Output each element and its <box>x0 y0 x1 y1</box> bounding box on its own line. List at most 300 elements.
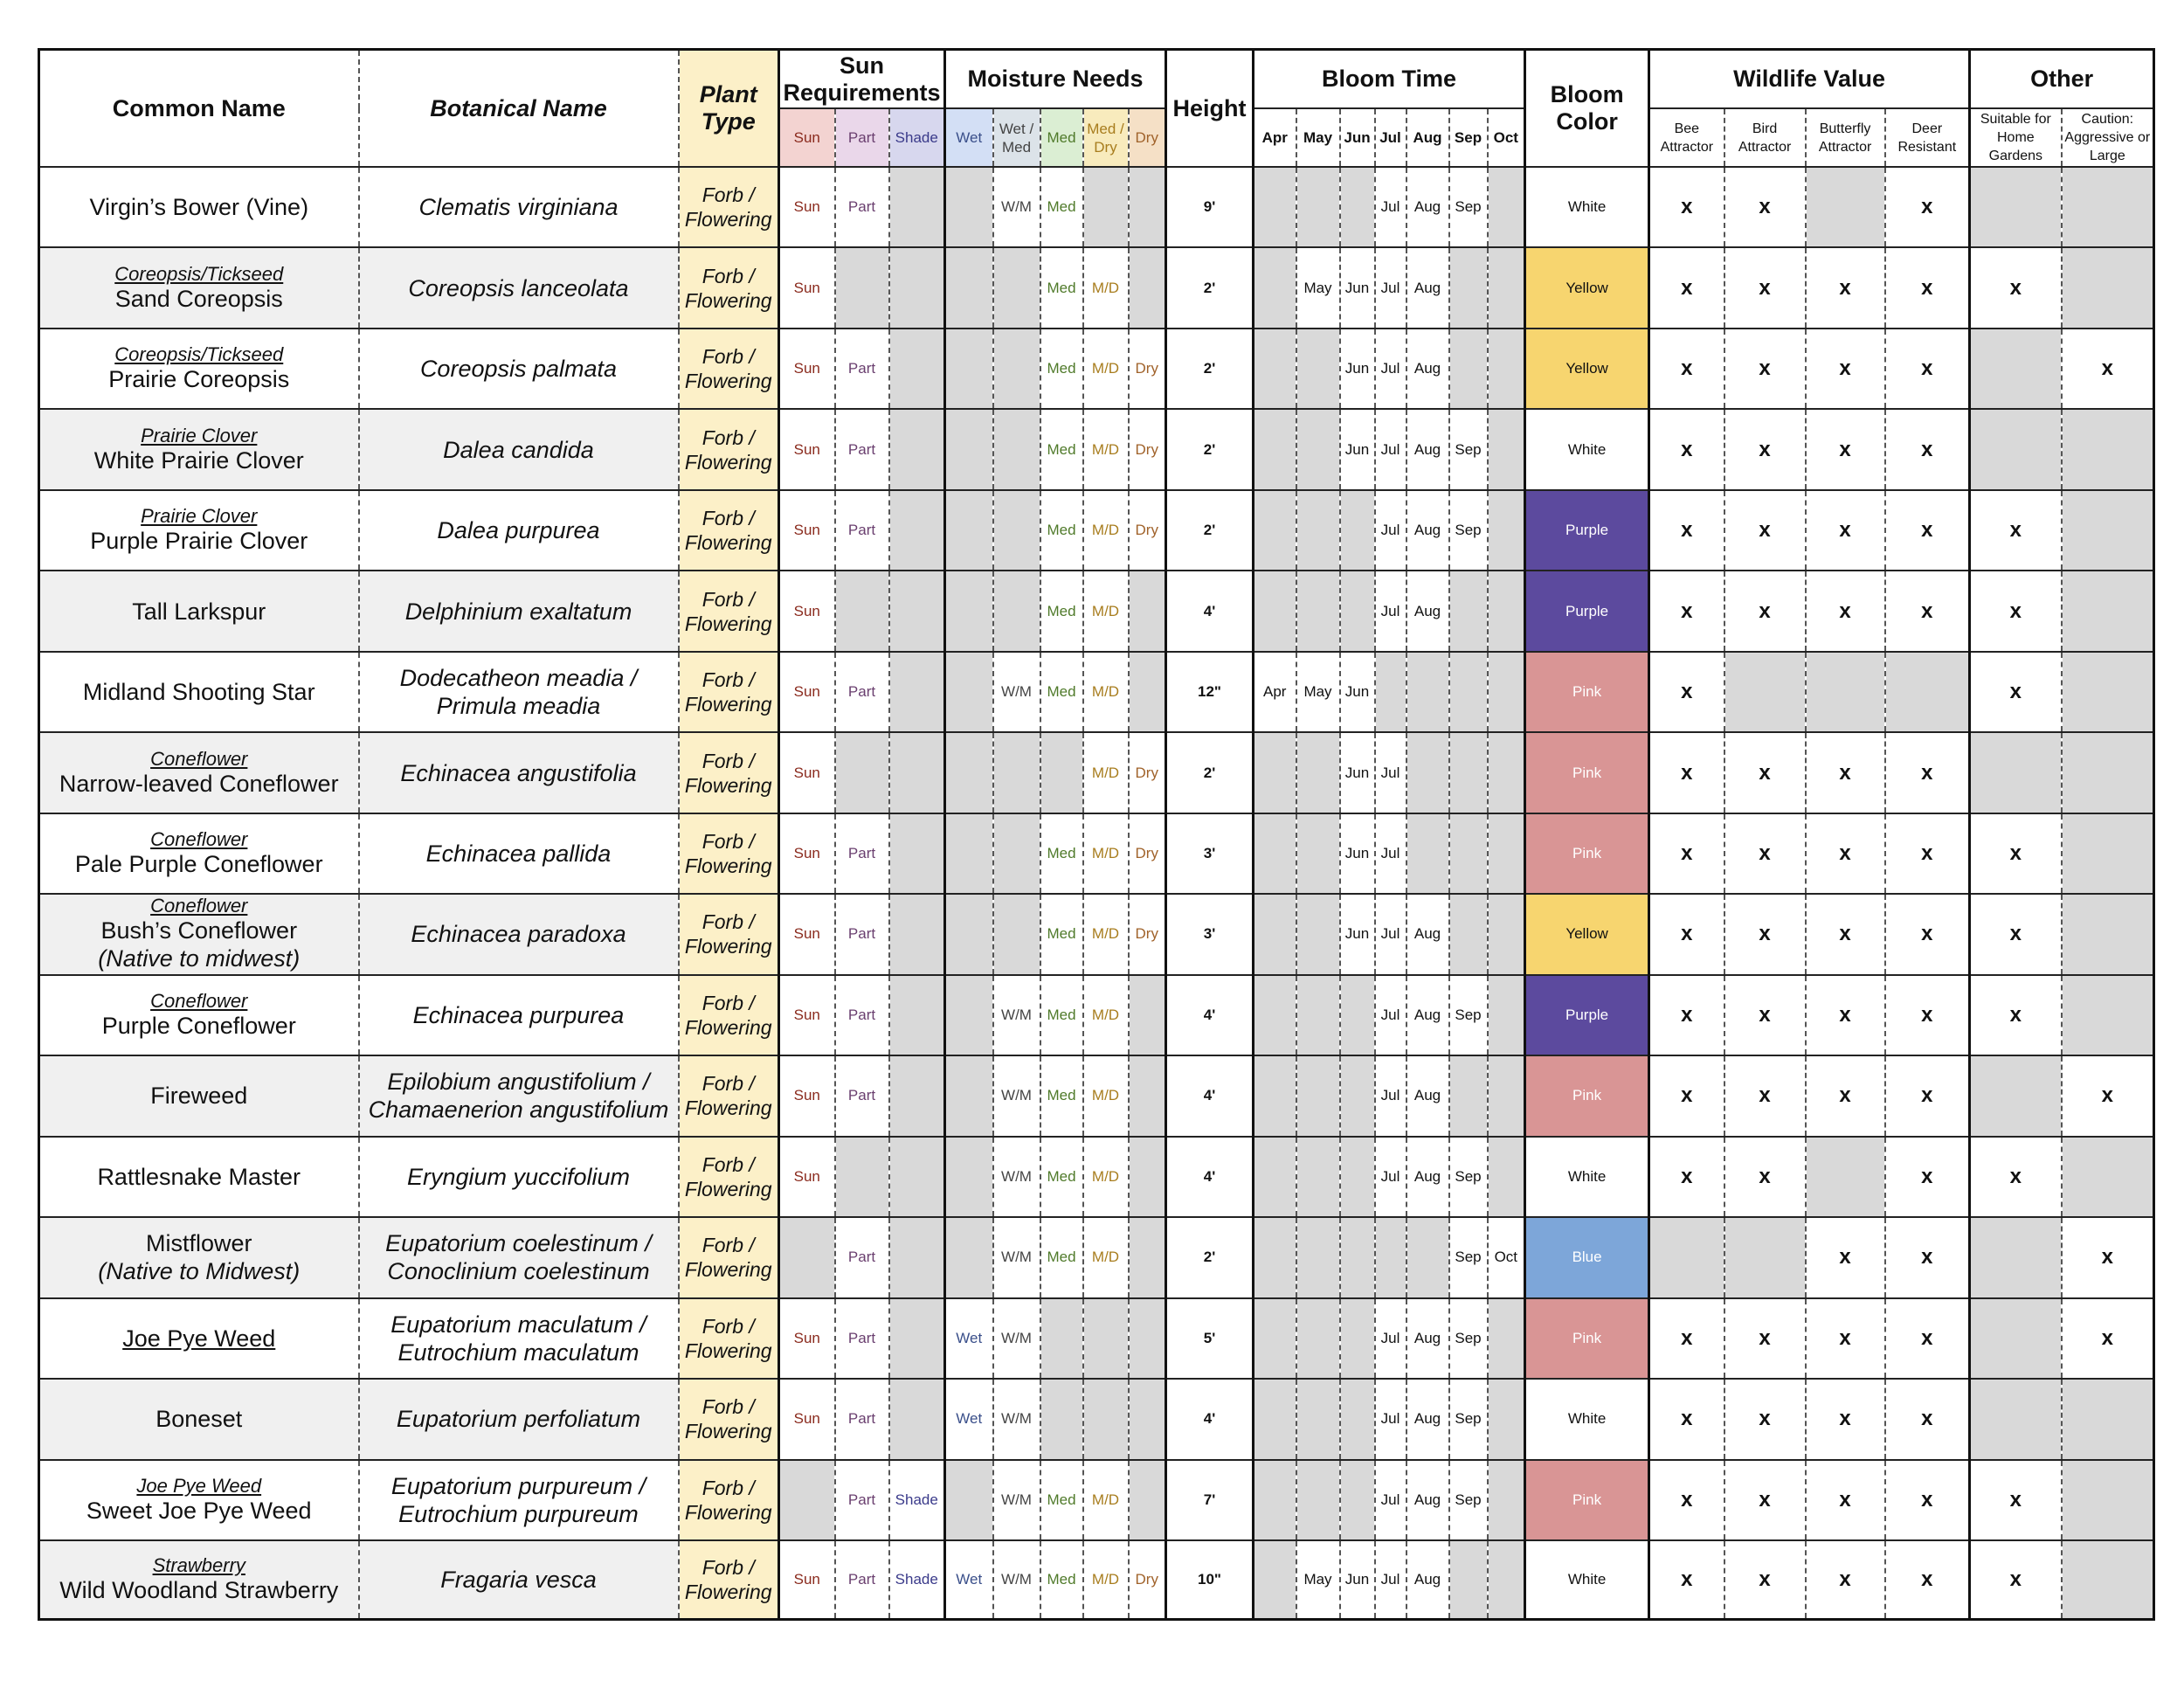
moisture-cell-2 <box>1040 975 1083 1055</box>
bloom-month-label: Jul <box>1380 1167 1400 1185</box>
other-home-gardens <box>1970 652 2062 732</box>
sun-cell-sun <box>779 409 835 489</box>
table-row <box>39 1540 2154 1620</box>
sun-value: Shade <box>895 1570 938 1588</box>
botanical-name: Echinacea pallida <box>425 840 612 867</box>
bloom-month-sep <box>1449 1217 1488 1297</box>
plant-type: Forb / Flowering <box>684 829 772 877</box>
common-name: Mistflower <box>145 1230 252 1257</box>
bloom-month-aug <box>1406 409 1449 489</box>
bloom-month-aug <box>1406 975 1449 1055</box>
sun-value: Sun <box>793 440 820 458</box>
check-mark: x <box>1759 1164 1771 1188</box>
bloom-month-label: Oct <box>1494 1249 1518 1266</box>
bloom-month-label: Jul <box>1380 764 1400 781</box>
bloom-month-may <box>1296 1460 1340 1540</box>
common-name: Bush’s Coneflower <box>100 917 298 944</box>
header-butterfly-attractor: Butterfly Attractor <box>1806 108 1885 167</box>
common-name: Tall Larkspur <box>132 598 266 625</box>
moisture-cell-2 <box>1040 1217 1083 1297</box>
moisture-cell-1 <box>993 1137 1040 1217</box>
wildlife-bird <box>1724 571 1806 651</box>
botanical-name-cell <box>359 813 679 894</box>
bloom-month-label: Jun <box>1344 279 1370 296</box>
table-row <box>39 894 2154 974</box>
bloom-month-label: May <box>1303 1570 1332 1588</box>
other-caution <box>2062 329 2154 409</box>
bloom-month-oct <box>1488 894 1525 974</box>
botanical-name: Delphinium exaltatum <box>404 598 632 625</box>
bloom-month-oct <box>1488 1540 1525 1620</box>
plant-type: Forb / Flowering <box>684 587 772 635</box>
common-name-cell <box>39 975 359 1055</box>
botanical-name: Eupatorium maculatum / Eutrochium maculatum <box>390 1311 646 1366</box>
moisture-cell-3 <box>1083 894 1129 974</box>
plant-type-cell <box>679 813 779 894</box>
other-caution <box>2062 1379 2154 1459</box>
plant-type-cell <box>679 571 779 651</box>
botanical-name-cell <box>359 247 679 328</box>
height-value: 4' <box>1203 1167 1216 1185</box>
bloom-month-label: Aug <box>1413 198 1441 216</box>
header-month-sep: Sep <box>1449 108 1488 167</box>
bloom-month-label: Jul <box>1380 1329 1400 1346</box>
check-mark: x <box>1921 195 1933 219</box>
moisture-value: M/D <box>1091 925 1120 943</box>
bloom-month-label: Sep <box>1455 1410 1482 1428</box>
plant-type: Forb / Flowering <box>684 264 772 312</box>
bloom-month-label: Jul <box>1380 1087 1400 1104</box>
moisture-cell-3 <box>1083 409 1129 489</box>
moisture-cell-1 <box>993 813 1040 894</box>
check-mark: x <box>2009 518 2022 543</box>
sun-cell-sun <box>779 167 835 247</box>
sun-cell-sun <box>779 813 835 894</box>
bloom-month-label: Apr <box>1263 683 1287 701</box>
moisture-cell-4 <box>1129 813 1166 894</box>
bloom-month-may <box>1296 571 1340 651</box>
sun-value: Part <box>847 1249 876 1266</box>
moisture-cell-0 <box>945 1540 993 1620</box>
bloom-month-jul <box>1375 329 1406 409</box>
moisture-cell-4 <box>1129 894 1166 974</box>
header-month-may: May <box>1296 108 1340 167</box>
moisture-cell-0 <box>945 329 993 409</box>
height-cell <box>1166 1137 1254 1217</box>
check-mark: x <box>1759 1325 1771 1350</box>
bloom-month-label: Jun <box>1344 440 1370 458</box>
sun-cell-part <box>835 1540 889 1620</box>
header-deer-resistant: Deer Resistant <box>1885 108 1970 167</box>
botanical-name-cell <box>359 329 679 409</box>
moisture-value: Dry <box>1135 522 1158 539</box>
height-value: 4' <box>1203 1087 1216 1104</box>
plant-type-cell <box>679 1055 779 1136</box>
height-value: 4' <box>1203 1006 1216 1023</box>
botanical-name-cell <box>359 975 679 1055</box>
sun-value: Sun <box>793 279 820 296</box>
wildlife-butterfly <box>1806 975 1885 1055</box>
moisture-cell-2 <box>1040 409 1083 489</box>
sun-cell-sun <box>779 732 835 813</box>
bloom-month-oct <box>1488 329 1525 409</box>
bloom-month-label: Jun <box>1344 764 1370 781</box>
bloom-month-aug <box>1406 813 1449 894</box>
bloom-month-label: Aug <box>1413 925 1441 943</box>
moisture-value: Med <box>1047 1491 1076 1508</box>
check-mark: x <box>1839 841 1851 865</box>
moisture-value: W/M <box>1001 1491 1032 1508</box>
check-mark: x <box>1921 437 1933 461</box>
common-name-cell <box>39 732 359 813</box>
common-name: Sweet Joe Pye Weed <box>86 1497 312 1524</box>
wildlife-butterfly <box>1806 813 1885 894</box>
bloom-month-jun <box>1340 329 1375 409</box>
bloom-month-may <box>1296 894 1340 974</box>
moisture-value: W/M <box>1001 683 1032 701</box>
sun-cell-part <box>835 652 889 732</box>
native-note: (Native to Midwest) <box>98 1258 301 1285</box>
moisture-cell-3 <box>1083 813 1129 894</box>
sun-cell-part <box>835 813 889 894</box>
bloom-month-sep <box>1449 247 1488 328</box>
height-value: 4' <box>1203 1410 1216 1428</box>
plant-type-cell <box>679 329 779 409</box>
common-name-cell <box>39 490 359 571</box>
botanical-name-cell <box>359 1217 679 1297</box>
bloom-month-label: Jun <box>1344 844 1370 861</box>
moisture-cell-2 <box>1040 247 1083 328</box>
check-mark: x <box>1839 437 1851 461</box>
other-caution <box>2062 247 2154 328</box>
plant-type: Forb / Flowering <box>684 507 772 555</box>
plant-group-label: Prairie Clover <box>141 424 258 446</box>
bloom-color-label: White <box>1567 440 1607 458</box>
check-mark: x <box>1921 1002 1933 1027</box>
bloom-month-apr <box>1254 813 1296 894</box>
bloom-month-jun <box>1340 1055 1375 1136</box>
plant-type-cell <box>679 1298 779 1379</box>
common-name: Purple Coneflower <box>101 1012 296 1039</box>
moisture-cell-4 <box>1129 652 1166 732</box>
bloom-month-aug <box>1406 1379 1449 1459</box>
bloom-month-label: Sep <box>1455 198 1482 216</box>
height-cell <box>1166 409 1254 489</box>
bloom-month-label: Sep <box>1455 1491 1482 1508</box>
moisture-cell-2 <box>1040 1055 1083 1136</box>
bloom-month-aug <box>1406 490 1449 571</box>
table-row <box>39 1298 2154 1379</box>
common-name-cell <box>39 652 359 732</box>
plant-type: Forb / Flowering <box>684 1314 772 1362</box>
wildlife-bird <box>1724 1460 1806 1540</box>
check-mark: x <box>1681 680 1693 704</box>
bloom-month-jun <box>1340 813 1375 894</box>
bloom-month-aug <box>1406 732 1449 813</box>
bloom-color-label: Purple <box>1565 602 1609 619</box>
wildlife-bird <box>1724 409 1806 489</box>
height-value: 2' <box>1203 1249 1216 1266</box>
plant-type: Forb / Flowering <box>684 991 772 1039</box>
check-mark: x <box>1921 1083 1933 1108</box>
moisture-cell-1 <box>993 490 1040 571</box>
sun-cell-shade <box>889 813 945 894</box>
sun-cell-shade <box>889 1540 945 1620</box>
common-name: Prairie Coreopsis <box>108 366 290 393</box>
bloom-month-jul <box>1375 1298 1406 1379</box>
other-home-gardens <box>1970 1137 2062 1217</box>
botanical-name: Dalea purpurea <box>437 517 600 544</box>
moisture-value: Med <box>1047 844 1076 861</box>
bloom-month-aug <box>1406 1217 1449 1297</box>
bloom-month-jul <box>1375 490 1406 571</box>
header-home-gardens: Suitable for Home Gardens <box>1970 108 2062 167</box>
wildlife-bee <box>1649 571 1724 651</box>
botanical-name: Echinacea angustifolia <box>400 759 637 786</box>
bloom-color-cell <box>1525 409 1649 489</box>
wildlife-bird <box>1724 975 1806 1055</box>
moisture-cell-2 <box>1040 1540 1083 1620</box>
moisture-value: Med <box>1047 440 1076 458</box>
bloom-month-aug <box>1406 329 1449 409</box>
check-mark: x <box>1759 356 1771 381</box>
sun-value: Part <box>847 198 876 216</box>
bloom-month-sep <box>1449 975 1488 1055</box>
moisture-cell-0 <box>945 1298 993 1379</box>
bloom-month-jul <box>1375 1137 1406 1217</box>
height-value: 2' <box>1203 440 1216 458</box>
bloom-month-oct <box>1488 1137 1525 1217</box>
wildlife-butterfly <box>1806 1055 1885 1136</box>
sun-value: Sun <box>793 602 820 619</box>
sun-value: Part <box>847 1329 876 1346</box>
moisture-cell-1 <box>993 1055 1040 1136</box>
sun-value: Sun <box>793 522 820 539</box>
moisture-cell-0 <box>945 975 993 1055</box>
bloom-month-jun <box>1340 1379 1375 1459</box>
sun-cell-part <box>835 732 889 813</box>
bloom-month-jul <box>1375 1540 1406 1620</box>
moisture-cell-1 <box>993 1217 1040 1297</box>
moisture-value: W/M <box>1001 1329 1032 1346</box>
wildlife-bird <box>1724 652 1806 732</box>
sun-cell-sun <box>779 1217 835 1297</box>
bloom-color-label: Pink <box>1572 844 1602 861</box>
common-name: Purple Prairie Clover <box>90 528 308 555</box>
header-sun: Sun <box>779 108 835 167</box>
check-mark: x <box>1839 1407 1851 1431</box>
check-mark: x <box>1921 760 1933 785</box>
sun-cell-shade <box>889 732 945 813</box>
header-shade: Shade <box>889 108 945 167</box>
bloom-month-label: Jul <box>1380 360 1400 377</box>
sun-cell-shade <box>889 1217 945 1297</box>
common-name-cell <box>39 1540 359 1620</box>
bloom-color-label: White <box>1567 1570 1607 1588</box>
bloom-month-jul <box>1375 975 1406 1055</box>
moisture-cell-1 <box>993 975 1040 1055</box>
check-mark: x <box>1839 1567 1851 1591</box>
height-cell <box>1166 1379 1254 1459</box>
bloom-month-sep <box>1449 571 1488 651</box>
height-cell <box>1166 167 1254 247</box>
bloom-month-label: May <box>1303 683 1332 701</box>
moisture-value: Med <box>1047 683 1076 701</box>
bloom-month-label: Aug <box>1413 1491 1441 1508</box>
botanical-name: Eupatorium purpureum / Eutrochium purpureum <box>390 1472 646 1527</box>
wildlife-bird <box>1724 1137 1806 1217</box>
moisture-value: Med <box>1047 1006 1076 1023</box>
sun-cell-part <box>835 167 889 247</box>
bloom-color-label: Pink <box>1572 1329 1602 1346</box>
header-sun-requirements: Sun Requirements <box>779 50 945 109</box>
check-mark: x <box>1921 1245 1933 1269</box>
plant-type-cell <box>679 409 779 489</box>
bloom-month-label: Aug <box>1413 279 1441 296</box>
moisture-cell-3 <box>1083 1137 1129 1217</box>
bloom-month-aug <box>1406 1540 1449 1620</box>
bloom-month-jul <box>1375 571 1406 651</box>
plant-type: Forb / Flowering <box>684 1476 772 1524</box>
other-home-gardens <box>1970 894 2062 974</box>
bloom-month-apr <box>1254 1298 1296 1379</box>
sun-cell-part <box>835 1298 889 1379</box>
header-med: Med <box>1040 108 1083 167</box>
bloom-month-aug <box>1406 1137 1449 1217</box>
bloom-color-label: Yellow <box>1565 279 1608 296</box>
moisture-cell-0 <box>945 490 993 571</box>
height-cell <box>1166 571 1254 651</box>
bloom-month-jun <box>1340 975 1375 1055</box>
sun-cell-sun <box>779 1298 835 1379</box>
other-caution <box>2062 1137 2154 1217</box>
bloom-month-may <box>1296 1379 1340 1459</box>
check-mark: x <box>1759 841 1771 865</box>
bloom-color-cell <box>1525 167 1649 247</box>
botanical-name-cell <box>359 409 679 489</box>
other-caution <box>2062 1460 2154 1540</box>
moisture-value: M/D <box>1091 522 1120 539</box>
bloom-month-apr <box>1254 732 1296 813</box>
sun-value: Part <box>847 1410 876 1428</box>
bloom-month-sep <box>1449 813 1488 894</box>
bloom-month-label: Jul <box>1380 198 1400 216</box>
check-mark: x <box>1839 1002 1851 1027</box>
moisture-cell-4 <box>1129 167 1166 247</box>
check-mark: x <box>2009 841 2022 865</box>
check-mark: x <box>1759 760 1771 785</box>
check-mark: x <box>1681 760 1693 785</box>
height-cell <box>1166 329 1254 409</box>
height-value: 2' <box>1203 522 1216 539</box>
bloom-month-jun <box>1340 1137 1375 1217</box>
bloom-month-jul <box>1375 167 1406 247</box>
bloom-month-sep <box>1449 732 1488 813</box>
common-name-cell <box>39 1298 359 1379</box>
wildlife-deer <box>1885 1460 1970 1540</box>
plant-type-cell <box>679 1379 779 1459</box>
moisture-value: Wet <box>956 1329 983 1346</box>
sun-cell-shade <box>889 652 945 732</box>
wildlife-bee <box>1649 1298 1724 1379</box>
bloom-month-label: May <box>1303 279 1332 296</box>
wildlife-bee <box>1649 732 1724 813</box>
other-home-gardens <box>1970 1460 2062 1540</box>
height-cell <box>1166 1298 1254 1379</box>
table-body <box>39 167 2154 1620</box>
botanical-name-cell <box>359 1137 679 1217</box>
bloom-color-label: Pink <box>1572 764 1602 781</box>
check-mark: x <box>2009 275 2022 300</box>
sun-cell-part <box>835 1217 889 1297</box>
height-value: 9' <box>1203 198 1216 216</box>
bloom-month-sep <box>1449 894 1488 974</box>
check-mark: x <box>2101 1245 2114 1269</box>
check-mark: x <box>1839 1245 1851 1269</box>
sun-cell-shade <box>889 1460 945 1540</box>
bloom-month-label: Jul <box>1380 1410 1400 1428</box>
botanical-name: Echinacea paradoxa <box>411 921 626 948</box>
sun-cell-part <box>835 1137 889 1217</box>
plant-type: Forb / Flowering <box>684 1152 772 1200</box>
bloom-color-cell <box>1525 329 1649 409</box>
bloom-month-oct <box>1488 490 1525 571</box>
header-med-dry: Med / Dry <box>1083 108 1129 167</box>
botanical-name: Fragaria vesca <box>440 1566 597 1593</box>
height-cell <box>1166 1460 1254 1540</box>
header-botanical-name: Botanical Name <box>359 50 679 168</box>
check-mark: x <box>1681 518 1693 543</box>
bloom-month-sep <box>1449 1055 1488 1136</box>
bloom-month-label: Jun <box>1344 360 1370 377</box>
other-home-gardens <box>1970 571 2062 651</box>
check-mark: x <box>1681 922 1693 946</box>
common-name-cell <box>39 1460 359 1540</box>
moisture-cell-3 <box>1083 1460 1129 1540</box>
moisture-cell-3 <box>1083 1217 1129 1297</box>
check-mark: x <box>1839 275 1851 300</box>
bloom-month-oct <box>1488 247 1525 328</box>
moisture-cell-1 <box>993 652 1040 732</box>
common-name: Sand Coreopsis <box>114 285 283 312</box>
botanical-name: Eupatorium perfoliatum <box>396 1406 641 1433</box>
wildlife-bee <box>1649 1137 1724 1217</box>
wildlife-bee <box>1649 1379 1724 1459</box>
bloom-color-cell <box>1525 571 1649 651</box>
moisture-cell-2 <box>1040 1460 1083 1540</box>
height-value: 2' <box>1203 279 1216 296</box>
check-mark: x <box>1759 275 1771 300</box>
moisture-value: Med <box>1047 279 1076 296</box>
check-mark: x <box>2009 922 2022 946</box>
other-home-gardens <box>1970 409 2062 489</box>
moisture-cell-0 <box>945 1217 993 1297</box>
botanical-name-cell <box>359 1379 679 1459</box>
table-row <box>39 167 2154 247</box>
moisture-cell-4 <box>1129 732 1166 813</box>
table-row <box>39 652 2154 732</box>
common-name-cell <box>39 1055 359 1136</box>
plant-group-label: Coreopsis/Tickseed <box>114 343 284 366</box>
botanical-name: Epilobium angustifolium / Chamaenerion angustifolium <box>368 1069 669 1124</box>
height-cell <box>1166 732 1254 813</box>
bloom-month-may <box>1296 813 1340 894</box>
check-mark: x <box>2101 356 2114 381</box>
wildlife-bird <box>1724 894 1806 974</box>
moisture-cell-1 <box>993 894 1040 974</box>
common-name: Joe Pye Weed <box>122 1325 276 1352</box>
bloom-month-label: Jul <box>1380 1491 1400 1508</box>
